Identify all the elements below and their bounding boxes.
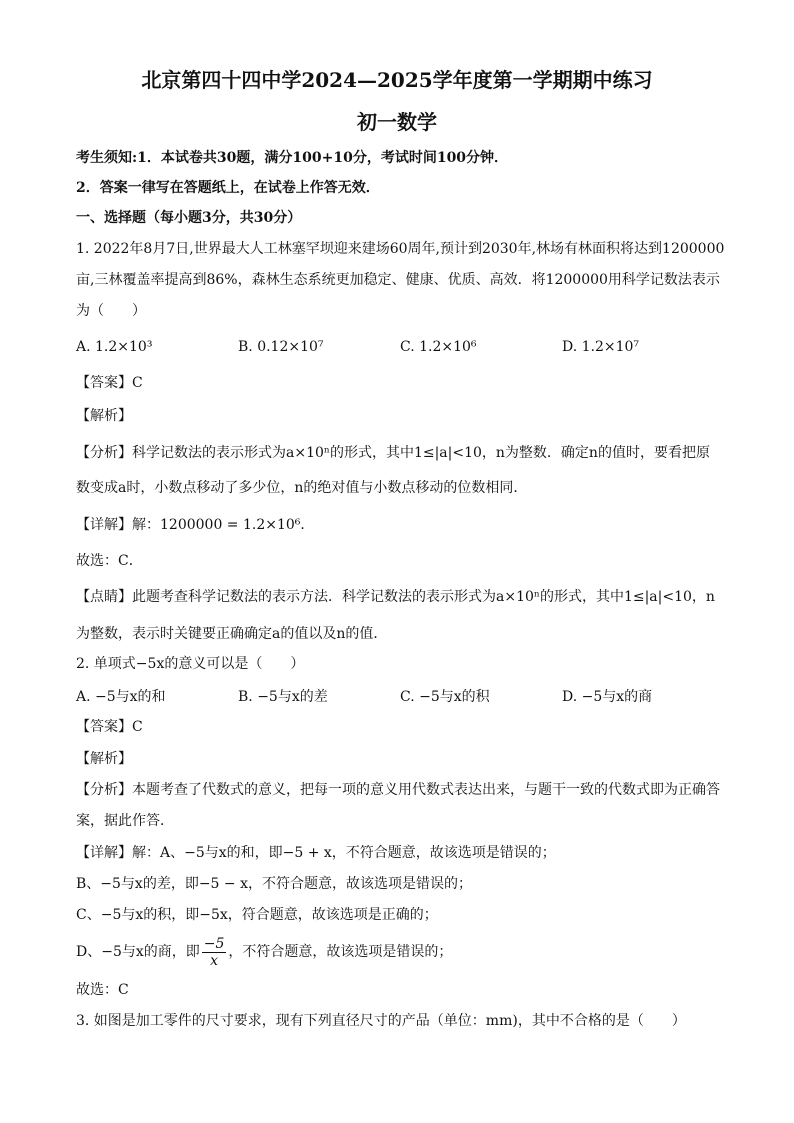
q2-detail-d-suffix: ，不符合题意，故该选项是错误的； [228, 944, 453, 960]
q2-option-a: A. −5与x的和 [76, 689, 166, 705]
q1-option-d: D. 1.2×10⁷ [562, 339, 640, 355]
q1-analysis-line-2: 数变成a时，小数点移动了多少位，n的绝对值与小数点移动的位数相同． [76, 480, 528, 496]
q2-detail-a: 【详解】解：A、−5与x的和，即−5 + x，不符合题意，故该选项是错误的； [76, 845, 556, 861]
q2-choice: 故选：C [76, 982, 129, 998]
q1-tip-line-1: 【点睛】此题考查科学记数法的表示方法．科学记数法的表示形式为a×10ⁿ的形式，其中1≤|a|<10，n [76, 589, 715, 605]
section-heading: 一、选择题（每小题3分，共30分） [76, 210, 302, 226]
q2-detail-d [76, 934, 724, 970]
q2-detail-b: B、−5与x的差，即−5 − x，不符合题意，故该选项是错误的； [76, 876, 472, 892]
q2-option-b: B. −5与x的差 [238, 689, 328, 705]
q2-fraction [202, 936, 227, 969]
q2-fraction-denominator: x [210, 952, 219, 969]
q1-stem-line-2: 亩,三林覆盖率提高到86%，森林生态系统更加稳定、健康、优质、高效．将1200000用科学记数法表示 [76, 272, 720, 288]
notice-line-2: 2．答案一律写在答题纸上，在试卷上作答无效． [76, 180, 380, 196]
exam-subtitle: 初一数学 [357, 110, 437, 134]
q2-analysis-label: 【解析】 [76, 751, 132, 767]
q2-stem: 2. 单项式−5x的意义可以是（ ） [76, 656, 305, 672]
q1-choice: 故选：C． [76, 553, 143, 569]
q2-answer: 【答案】C [76, 719, 143, 735]
q1-analysis-label: 【解析】 [76, 408, 132, 424]
q1-option-c: C. 1.2×10⁶ [400, 339, 477, 355]
q2-option-c: C. −5与x的积 [400, 689, 490, 705]
exam-title: 北京第四十四中学2024—2025学年度第一学期期中练习 [141, 68, 653, 92]
q2-detail-c: C、−5与x的积，即−5x，符合题意，故该选项是正确的； [76, 907, 438, 923]
q1-detail: 【详解】解：1200000 = 1.2×10⁶． [76, 517, 315, 533]
q2-analysis-line-2: 案，据此作答． [76, 813, 174, 829]
q1-answer: 【答案】C [76, 375, 143, 391]
notice-line-1: 考生须知:1．本试卷共30题，满分100+10分，考试时间100分钟． [76, 150, 509, 166]
q1-stem-line-3: 为（ ） [76, 303, 146, 319]
q3-stem: 3. 如图是加工零件的尺寸要求，现有下列直径尺寸的产品（单位：mm)，其中不合格的是（ ） [76, 1013, 686, 1029]
q2-detail-d-prefix: D、−5与x的商，即 [76, 944, 200, 960]
q1-tip-line-2: 为整数，表示时关键要正确确定a的值以及n的值． [76, 626, 388, 642]
q1-option-b: B. 0.12×10⁷ [238, 339, 324, 355]
q1-option-a: A. 1.2×10³ [76, 339, 153, 355]
q1-stem-line-1: 1. 2022年8月7日,世界最大人工林塞罕坝迎来建场60周年,预计到2030年,林场有林面积将达到1200000 [76, 241, 725, 257]
q2-option-d: D. −5与x的商 [562, 689, 653, 705]
q1-analysis-line-1: 【分析】科学记数法的表示形式为a×10ⁿ的形式，其中1≤|a|<10，n为整数．确定n的值时，要看把原 [76, 445, 710, 461]
q2-analysis-line-1: 【分析】本题考查了代数式的意义，把每一项的意义用代数式表达出来，与题干一致的代数式即为正确答 [76, 782, 720, 798]
q2-fraction-numerator: −5 [203, 935, 225, 952]
